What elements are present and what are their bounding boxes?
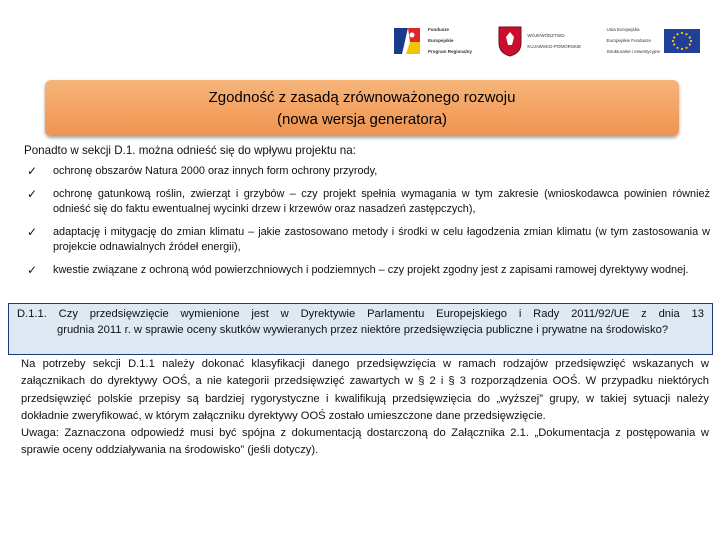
bullet-list — [24, 164, 710, 278]
region-coat-of-arms-icon — [497, 25, 523, 57]
section-question-box — [8, 303, 713, 355]
body-note: Uwaga: Zaznaczona odpowiedź musi być spójna z dokumentacją dostarczoną do Załącznika 2.1. „Dokumentacja z postępowania w sprawie oceny oddziaływania na środowisko” (jeśli dotyczy). — [21, 427, 709, 457]
body-paragraph: Na potrzeby sekcji D.1.1 należy dokonać klasyfikacji danego przedsięwzięcia w ramach rodzajów przedsięwzięć wskazanych w załącznikach do dyrektywy OOŚ, a nie kategorii przedsięwzięć zawartych w § 2 i § 3 rozporządzenia OOŚ. W przypadku niektórych przedsięwzięć polskie przepisy są bardziej rygorystyczne i kwalifikują przedsięwzięcia do „wyższej” grupy, w takiej sytuacji należy dokładnie zweryfikować, w którym załączniku dyrektywy OOŚ zostało umieszczone dane przedsięwzięcie. — [21, 358, 709, 422]
title-banner — [45, 80, 679, 136]
bullet-text: adaptację i mitygację do zmian klimatu – jakie zastosowano metody i środki w celu łagodzenia zmian klimatu (w tym zastosowania w projekcie odnawialnych źródeł energii), — [53, 225, 710, 253]
bullet-item — [24, 164, 710, 180]
bullet-item — [24, 263, 710, 279]
logo-wojewodztwo — [497, 25, 581, 57]
bullet-text: ochronę gatunkową roślin, zwierząt i grzybów – czy projekt spełnia wymagania w tym zakresie (wnioskodawca powinien również odnieść się do faktu ewentualnej wycinki drzew i krzewów oraz nasadzeń zastępczych), — [53, 187, 710, 215]
bullet-text: ochronę obszarów Natura 2000 oraz innych form ochrony przyrody, — [53, 165, 378, 177]
ue-line-3: Strukturalne i Inwestycyjne — [606, 49, 660, 55]
fundusze-line-2: Europejskie — [428, 38, 454, 44]
bullet-item — [24, 187, 710, 218]
section-question-line-1: D.1.1. Czy przedsięwzięcie wymienione jest w Dyrektywie Parlamentu Europejskiego i Rady 2011/92/UE z dnia 13 — [17, 308, 704, 320]
logo-fundusze-europejskie — [390, 22, 472, 61]
slide-title: Zgodność z zasadą zrównoważonego rozwoju — [208, 89, 516, 106]
checkmark-icon: ✓ — [27, 224, 38, 239]
fundusze-line-3: Program Regionalny — [428, 49, 473, 55]
bullet-item — [24, 225, 710, 256]
checkmark-icon: ✓ — [27, 186, 38, 201]
intro-text: Ponadto w sekcji D.1. można odnieść się do wpływu projektu na: — [24, 144, 356, 157]
logo-bar — [390, 16, 700, 66]
ue-line-2: Europejskie Fundusze — [606, 38, 651, 44]
slide-subtitle: (nowa wersja generatora) — [276, 111, 448, 128]
section-question-continuation: grudnia 2011 r. w sprawie oceny skutków wywieranych przez niektóre przedsięwzięcia publiczne i prywatne na środowisko? — [57, 324, 669, 336]
fundusze-europejskie-logo-icon — [390, 24, 424, 58]
bullet-text: kwestie związane z ochroną wód powierzchniowych i podziemnych – czy projekt zgodny jest z zapisami ramowej dyrektywy wodnej. — [53, 263, 689, 276]
wojewodztwo-line-2: KUJAWSKO-POMORSKIE — [527, 43, 582, 49]
fundusze-line-1: Fundusze — [428, 27, 449, 33]
checkmark-icon: ✓ — [27, 164, 38, 178]
body-text — [21, 356, 709, 460]
wojewodztwo-line-1: WOJEWÓDZTWO — [527, 32, 565, 38]
logo-unia-europejska — [606, 22, 700, 61]
eu-flag-icon — [664, 29, 700, 53]
ue-line-1: Unia Europejska — [606, 27, 640, 33]
checkmark-icon: ✓ — [27, 262, 38, 277]
